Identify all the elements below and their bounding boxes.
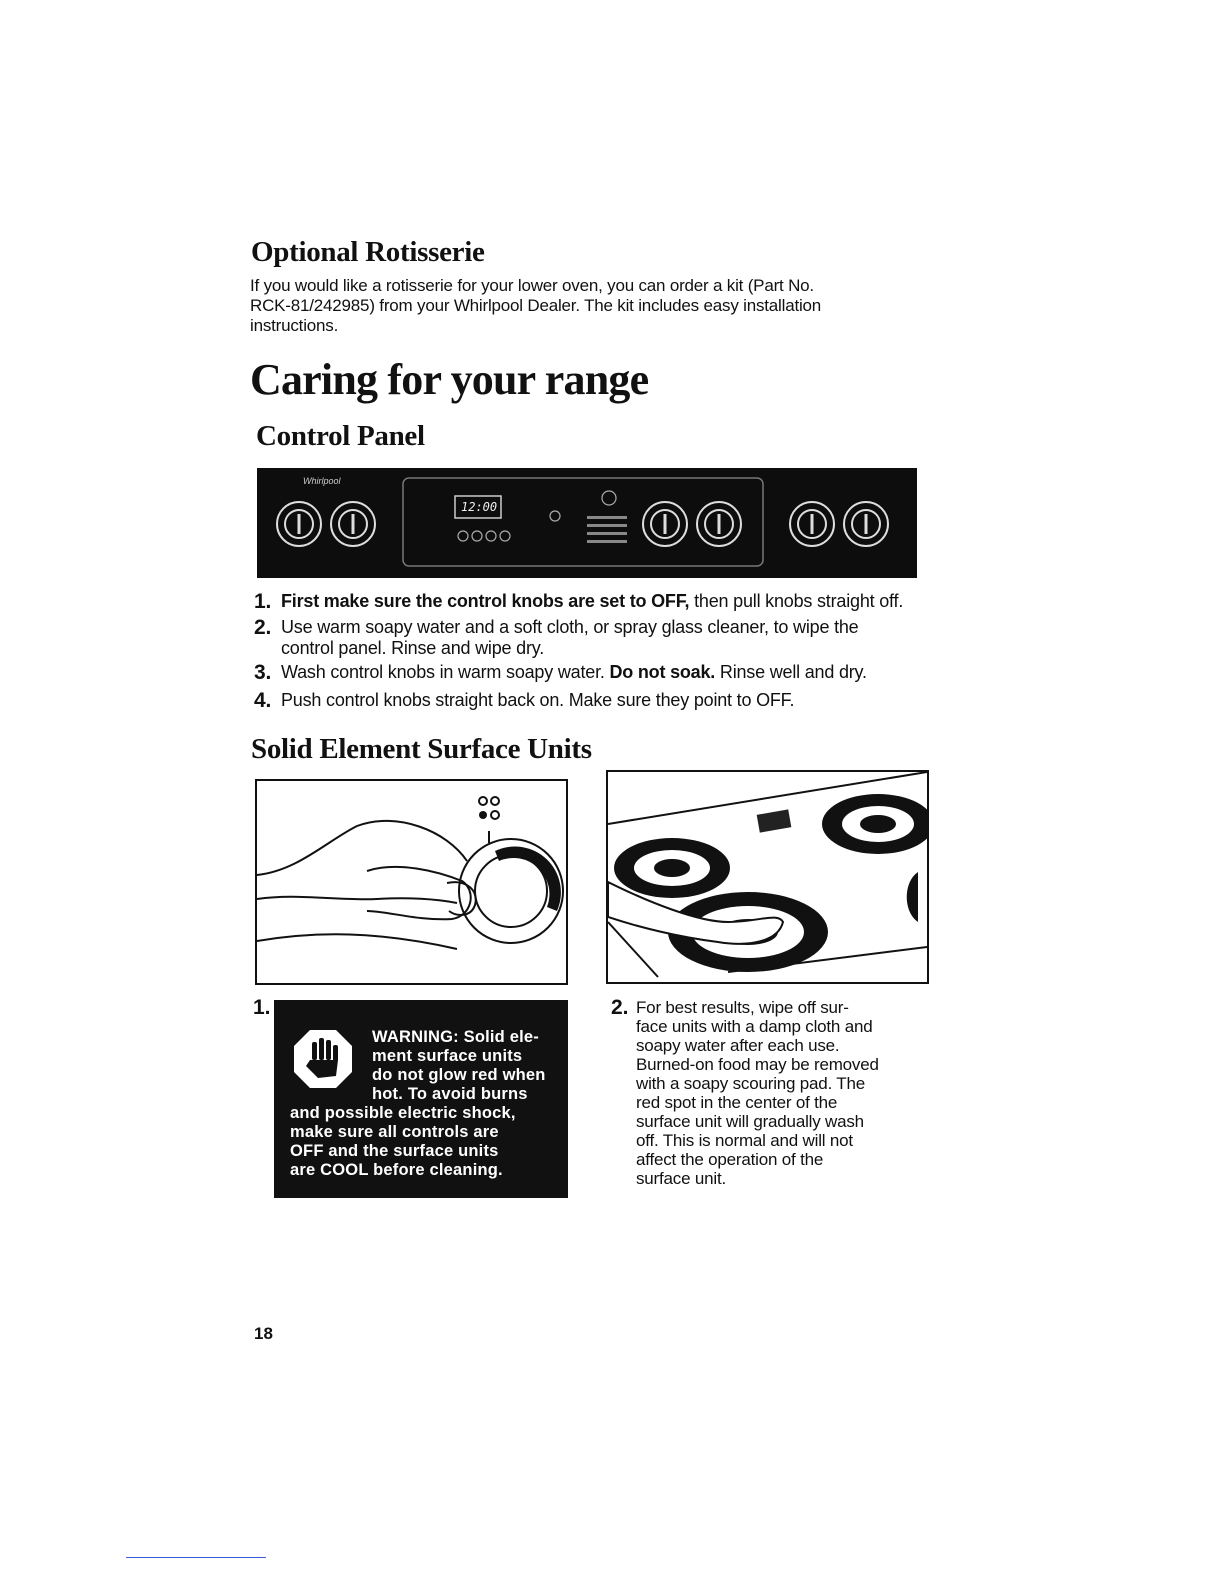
step-2-text-cont: control panel. Rinse and wipe dry.	[281, 638, 545, 658]
step-4	[254, 690, 954, 712]
warning-line-1: WARNING: Solid ele-	[372, 1028, 539, 1046]
rotisserie-heading: Optional Rotisserie	[251, 236, 485, 268]
right-line-1: For best results, wipe off sur-	[636, 998, 849, 1017]
figure-2-label: 2.	[611, 996, 629, 1019]
right-line-5: with a soapy scouring pad. The	[636, 1074, 865, 1093]
page-number: 18	[254, 1324, 273, 1343]
right-line-6: red spot in the center of the	[636, 1093, 838, 1112]
right-line-10: surface unit.	[636, 1169, 727, 1188]
knob-drawing	[257, 781, 566, 983]
step-1-bold: First make sure the control knobs are set to OFF,	[281, 591, 690, 611]
rotisserie-line-3: instructions.	[250, 316, 339, 335]
control-panel-heading: Control Panel	[256, 420, 425, 452]
brand-logo: Whirlpool	[303, 476, 341, 486]
right-line-3: soapy water after each use.	[636, 1036, 840, 1055]
rotisserie-line-1: If you would like a rotisserie for your lower oven, you can order a kit (Part No.	[250, 276, 814, 295]
step-3-bold: Do not soak.	[609, 662, 716, 682]
step-1-text: then pull knobs straight off.	[689, 591, 904, 611]
warning-line-7: OFF and the surface units	[290, 1142, 499, 1160]
step-3-text: Wash control knobs in warm soapy water.	[281, 662, 610, 682]
step-1	[254, 591, 954, 613]
cooktop-drawing	[608, 772, 927, 982]
step-3	[254, 662, 954, 684]
warning-line-5: and possible electric shock,	[290, 1104, 516, 1122]
clock-display: 12:00	[461, 500, 498, 514]
step-2-text: Use warm soapy water and a soft cloth, or spray glass cleaner, to wipe the	[281, 617, 859, 637]
step-3-number: 3.	[254, 661, 272, 684]
figure-knob-illustration	[255, 779, 568, 985]
right-line-4: Burned-on food may be removed	[636, 1055, 879, 1074]
warning-line-8: are COOL before cleaning.	[290, 1161, 503, 1179]
warning-line-6: make sure all controls are	[290, 1123, 499, 1141]
step-1-number: 1.	[254, 590, 272, 613]
right-line-2: face units with a damp cloth and	[636, 1017, 873, 1036]
right-line-9: affect the operation of the	[636, 1150, 824, 1169]
control-panel-drawing	[257, 468, 917, 578]
control-panel-illustration	[257, 468, 917, 578]
step-2	[254, 617, 954, 659]
warning-line-2: ment surface units	[372, 1047, 523, 1065]
warning-line-4: hot. To avoid burns	[372, 1085, 528, 1103]
step-2-number: 2.	[254, 616, 272, 639]
step-3-text-after: Rinse well and dry.	[715, 662, 867, 682]
warning-line-3: do not glow red when	[372, 1066, 546, 1084]
warning-box	[274, 1000, 568, 1198]
figure-wiping-illustration	[606, 770, 929, 984]
figure-1-label: 1.	[253, 996, 271, 1019]
page-title: Caring for your range	[250, 355, 649, 404]
right-line-8: off. This is normal and will not	[636, 1131, 853, 1150]
step-4-number: 4.	[254, 689, 272, 712]
hand-warning-icon	[292, 1028, 354, 1090]
rotisserie-line-2: RCK-81/242985) from your Whirlpool Dealer. The kit includes easy installation	[250, 296, 822, 315]
footer-rule	[126, 1557, 266, 1558]
step-4-text: Push control knobs straight back on. Make sure they point to OFF.	[281, 690, 795, 710]
right-line-7: surface unit will gradually wash	[636, 1112, 864, 1131]
surface-units-heading: Solid Element Surface Units	[251, 733, 592, 765]
